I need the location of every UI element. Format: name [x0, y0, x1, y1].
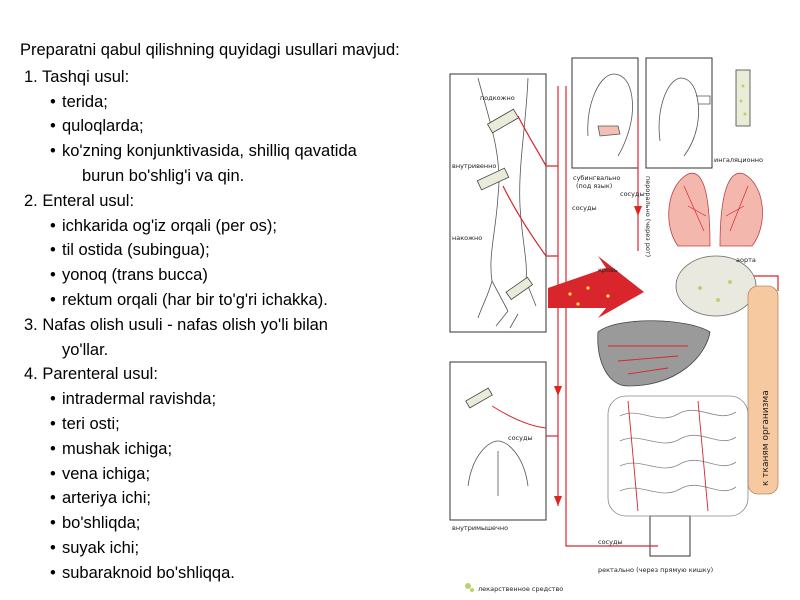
label-pod-yazyk: (под язык): [576, 182, 613, 190]
list-item-continuation: burun bo'shlig'i va qin.: [82, 166, 245, 185]
drug-administration-diagram: [448, 56, 798, 596]
list-item: • arteriya ichi;: [24, 486, 450, 511]
blood-arrow-icon: [548, 256, 644, 318]
bullet-dot-icon: •: [50, 538, 56, 557]
label-ingalyatsionno: ингаляционно: [714, 156, 764, 164]
label-aorta: аорта: [736, 256, 756, 264]
section-heading-continuation: yo'llar.: [62, 340, 109, 359]
vessel-network: [546, 86, 778, 546]
sublingual-panel: [572, 58, 638, 168]
list-item: • mushak ichiga;: [24, 437, 450, 462]
list-item: • terida;: [24, 90, 450, 115]
lungs-illustration: [669, 173, 763, 246]
bullet-dot-icon: •: [50, 117, 56, 136]
syringe-icon: [477, 109, 532, 299]
bullet-dot-icon: •: [50, 390, 56, 409]
drug-dot-icon: [470, 588, 474, 592]
bullet-dot-icon: •: [50, 514, 56, 533]
label-vnutrimyshechno: внутримышечно: [452, 524, 509, 532]
list-item: • vena ichiga;: [24, 462, 450, 487]
drug-dot-icon: [465, 583, 471, 589]
label-sosudy-2: сосуды: [620, 190, 645, 198]
section-heading: 2. Enteral usul:: [24, 191, 135, 210]
legend-label: лекарственное средство: [478, 585, 564, 593]
bullet-dot-icon: •: [50, 266, 56, 285]
list-item: • til ostida (subingua);: [24, 238, 450, 263]
page-title: Preparatni qabul qilishning quyidagi usullari mavjud:: [20, 41, 400, 59]
bullet-dot-icon: •: [50, 489, 56, 508]
section-heading: 4. Parenteral usul:: [24, 365, 158, 384]
section-heading: 1. Tashqi usul:: [24, 67, 130, 86]
bullet-dot-icon: •: [50, 241, 56, 260]
im-blood-vessel: [492, 406, 546, 428]
text-block: [20, 38, 450, 586]
rectal-panel: [650, 516, 690, 556]
im-syringe-icon: [466, 388, 493, 408]
arm-panel: [450, 74, 546, 332]
bullet-dot-icon: •: [50, 414, 56, 433]
label-sosudy-3: сосуды: [508, 434, 533, 442]
label-k-tkanyam: к тканям организма: [761, 390, 771, 486]
section-external: [20, 65, 450, 189]
list-item: • yonoq (trans bucca): [24, 263, 450, 288]
list-item: • teri osti;: [24, 412, 450, 437]
heart-illustration: [676, 256, 756, 316]
bullet-dot-icon: •: [50, 464, 56, 483]
label-oralno: перорально (через рот): [644, 176, 652, 258]
list-item: • subaraknoid bo'shliqqa.: [24, 561, 450, 586]
bullet-dot-icon: •: [50, 92, 56, 111]
bullet-dot-icon: •: [50, 142, 56, 161]
list-item: • intradermal ravishda;: [24, 387, 450, 412]
buttock-illustration: [468, 441, 528, 496]
list-item: • rektum orqali (har bir to'g'ri ichakka).: [24, 288, 450, 313]
inhaler-head-illustration: [659, 78, 710, 156]
label-rektalno: ректально (через прямую кишку): [598, 566, 714, 574]
bullet-list: [24, 90, 450, 189]
liver-illustration: [598, 321, 710, 386]
label-krov: кровь: [598, 266, 618, 274]
inhaler-device-icon: [736, 70, 750, 126]
bullet-dot-icon: •: [50, 290, 56, 309]
list-item: • bo'shliqda;: [24, 511, 450, 536]
label-podkozhno: подкожно: [480, 94, 515, 102]
section-heading: 3. Nafas olish usuli - nafas olish yo'li bilan: [24, 315, 328, 334]
head-illustration: [588, 74, 633, 156]
label-sosudy-4: сосуды: [598, 538, 623, 546]
bullet-dot-icon: •: [50, 216, 56, 235]
arm-blood-vessel: [518, 116, 546, 166]
section-enteral: [20, 189, 450, 313]
bullet-list: [24, 387, 450, 585]
bullet-dot-icon: •: [50, 439, 56, 458]
inhalation-panel: [646, 58, 712, 168]
section-parenteral: [20, 362, 450, 585]
bullet-list: [24, 214, 450, 313]
label-nakozhno: накожно: [452, 234, 483, 242]
list-item: • ko'zning konjunktivasida, shilliq qavatida burun bo'shlig'i va qin.: [24, 139, 450, 189]
bullet-dot-icon: •: [50, 563, 56, 582]
list-item: • ichkarida og'iz orqali (per os);: [24, 214, 450, 239]
arm-blood-vessel: [503, 186, 546, 256]
label-vnutrivenno: внутривенно: [452, 162, 497, 170]
label-sosudy-1: сосуды: [572, 204, 597, 212]
section-inhalation: [20, 313, 450, 363]
list-item: • quloqlarda;: [24, 114, 450, 139]
list-item: • suyak ichi;: [24, 536, 450, 561]
label-sublingual: субингвально: [573, 174, 621, 182]
legend: [465, 583, 563, 593]
